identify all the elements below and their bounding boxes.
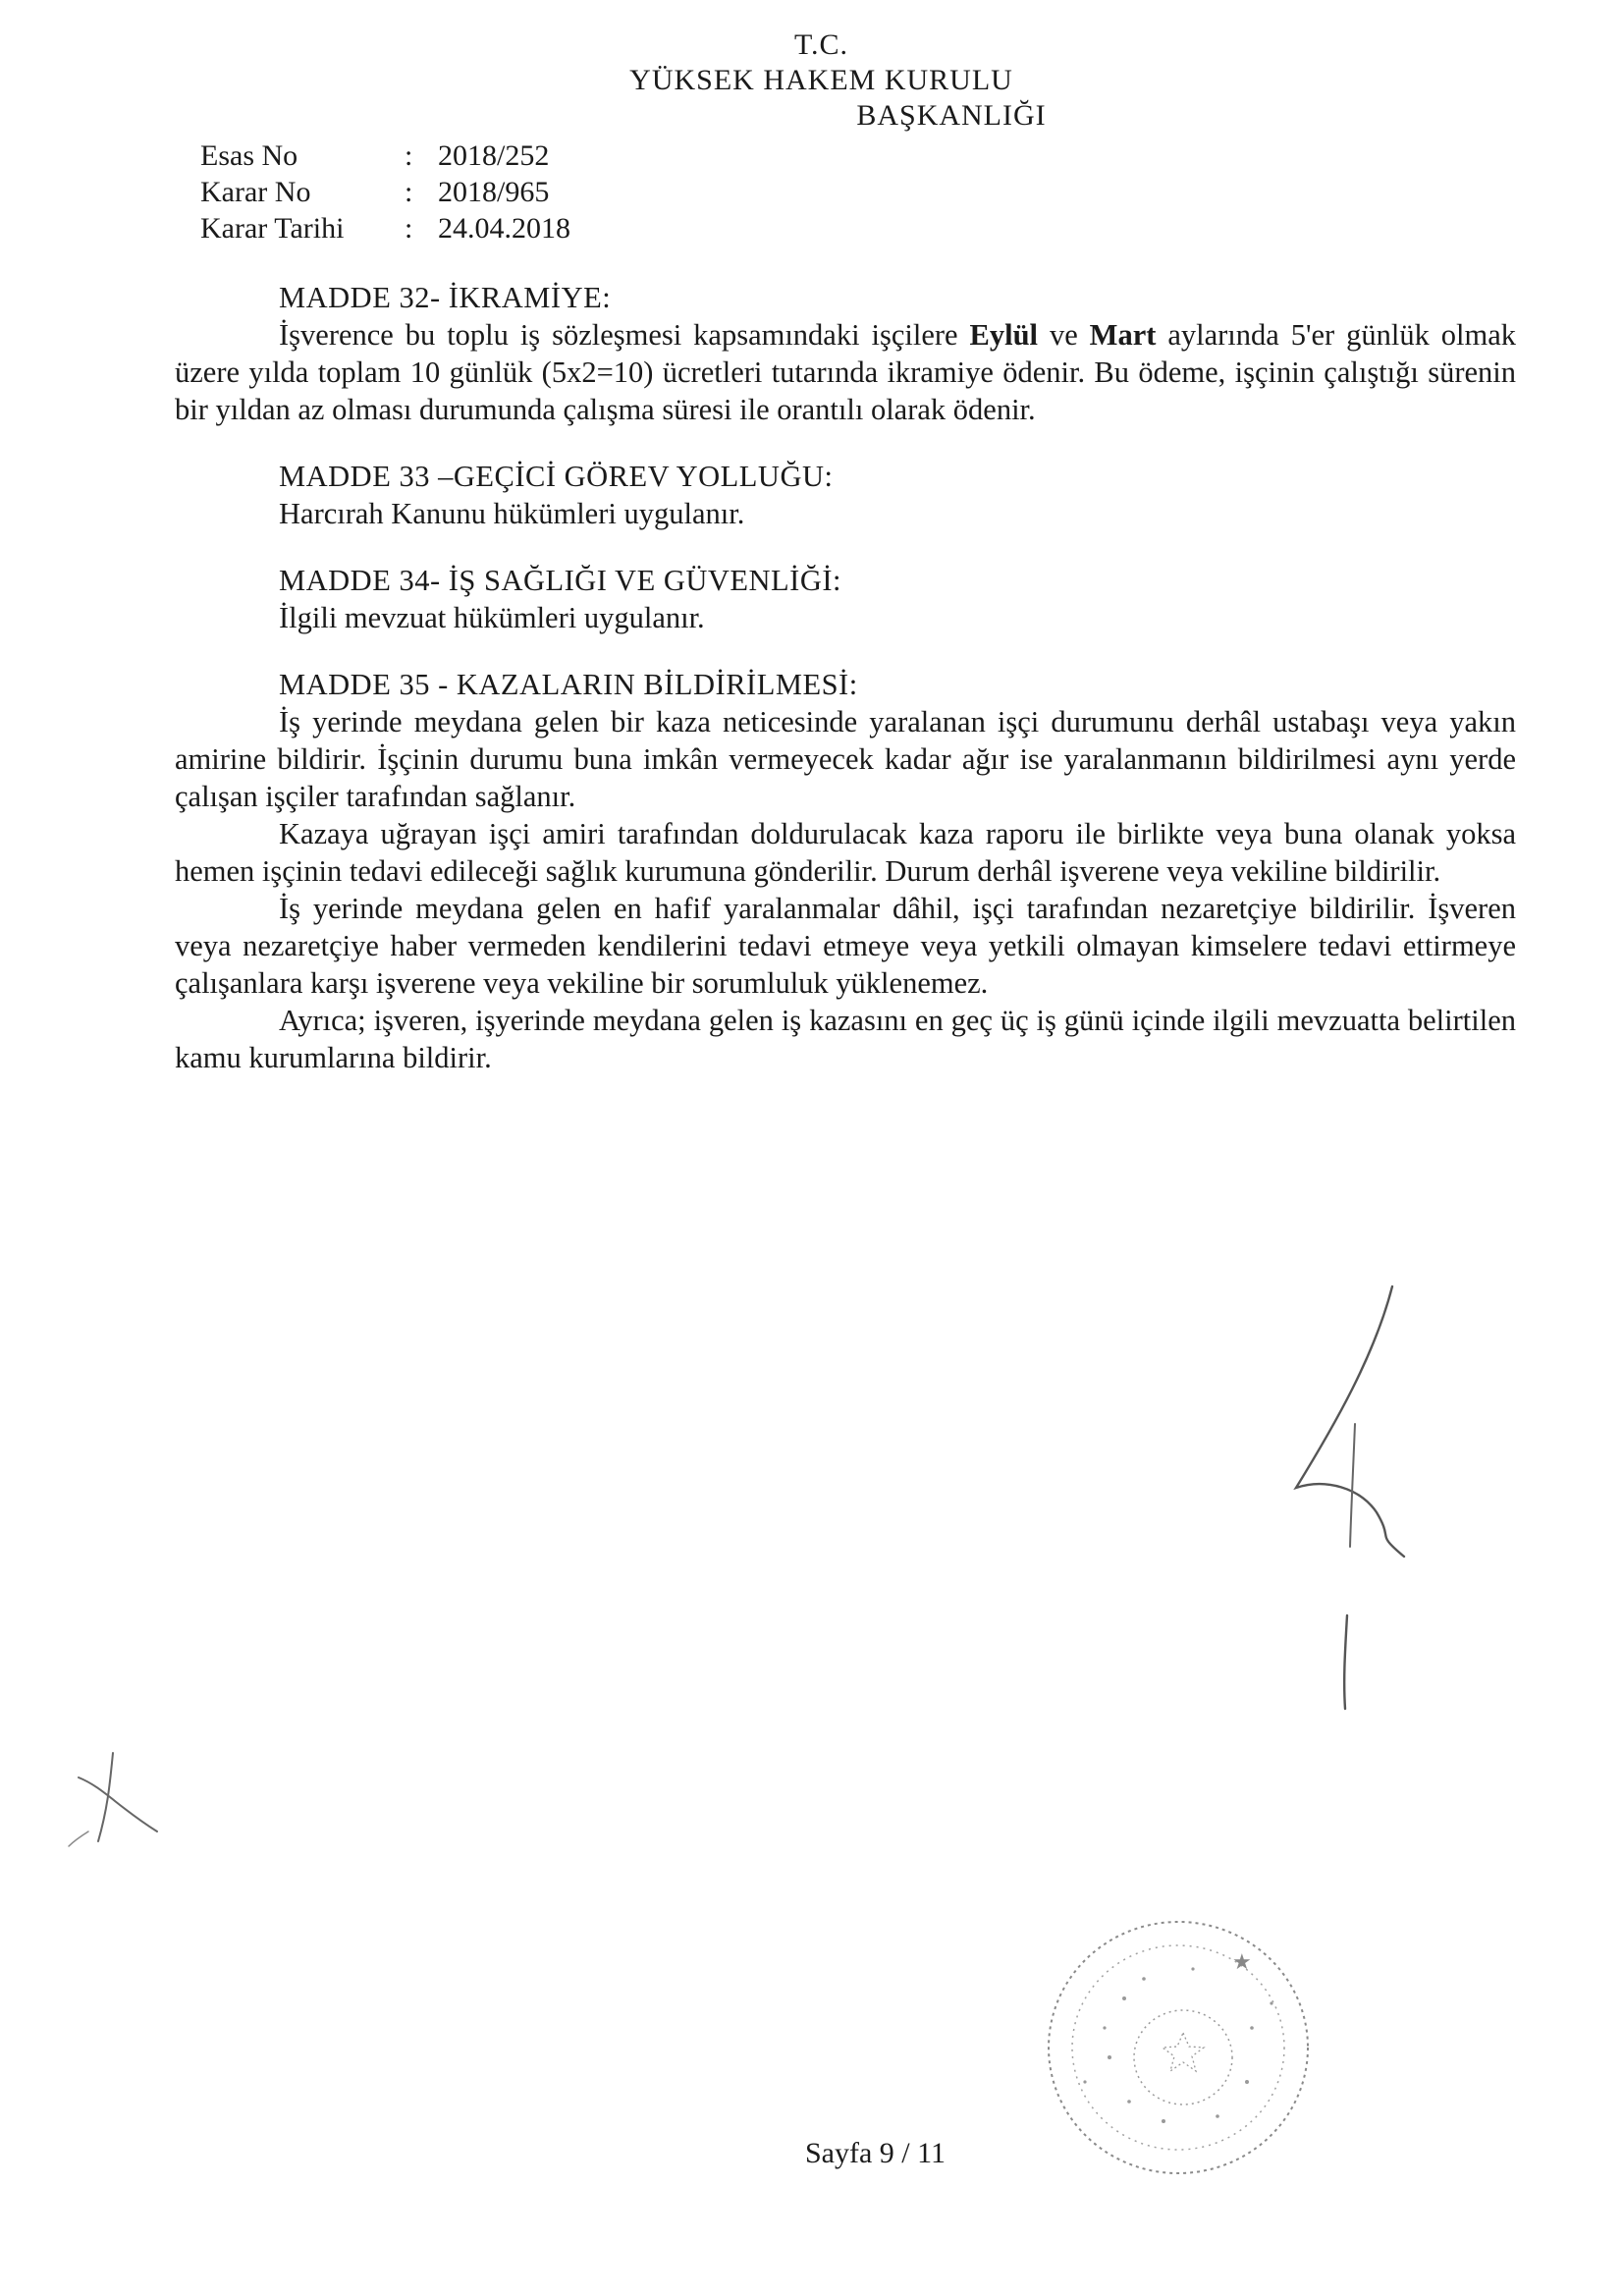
- meta-label: Karar Tarihi: [200, 212, 345, 245]
- svg-text:★: ★: [1232, 1950, 1252, 1975]
- paragraph: [175, 316, 1516, 428]
- paragraph: İlgili mevzuat hükümleri uygulanır.: [279, 601, 705, 634]
- section-title: MADDE 32- İKRAMİYE:: [279, 281, 612, 314]
- document-header: [0, 27, 1623, 134]
- paragraph: İş yerinde meydana gelen en hafif yaralanmalar dâhil, işçi tarafından nezaretçiye bildirilir. İşveren veya nezaretçiye haber vermeden kendilerini tedavi etmeye veya yetkili olmayan kimselere tedavi ettirmeye çalışanlara karşı işverene veya vekiline bir sorumluluk yüklenemez.: [175, 892, 1516, 1000]
- paragraph: Kazaya uğrayan işçi amiri tarafından doldurulacak kaza raporu ile birlikte veya buna olanak yoksa hemen işçinin tedavi edileceği sağlık kurumuna gönderilir. Durum derhâl işverene veya vekiline bildirilir.: [175, 817, 1516, 888]
- text-run: İşverence bu toplu iş sözleşmesi kapsamındaki işçilere: [279, 318, 970, 352]
- section-madde-33: [175, 458, 1516, 532]
- meta-value: 2018/252: [438, 139, 550, 172]
- meta-separator: :: [405, 139, 413, 172]
- meta-value: 24.04.2018: [438, 212, 570, 245]
- header-tc: T.C.: [793, 28, 849, 61]
- meta-label: Esas No: [200, 139, 298, 172]
- meta-row-karar: [200, 174, 570, 210]
- section-title: MADDE 35 - KAZALARIN BİLDİRİLMESİ:: [279, 668, 858, 701]
- meta-separator: :: [405, 176, 413, 208]
- header-department: BAŞKANLIĞI: [856, 99, 1047, 132]
- meta-separator: :: [405, 212, 413, 245]
- text-run: aylarında 5'er günlük olmak üzere yılda toplam 10 günlük (5x2=10) ücretleri tutarında ikramiye ödenir. Bu ödeme, işçinin çalıştığı sürenin bir yıldan az olması durumunda çalışma süresi ile orantılı olarak ödenir.: [175, 318, 1516, 426]
- meta-row-esas: [200, 137, 570, 174]
- meta-row-karar-tarihi: [200, 210, 570, 246]
- section-madde-32: [175, 279, 1516, 428]
- meta-value: 2018/965: [438, 176, 550, 208]
- case-meta: [200, 137, 570, 246]
- paragraph: Ayrıca; işveren, işyerinde meydana gelen iş kazasını en geç üç iş günü içinde ilgili mevzuatta belirtilen kamu kurumlarına bildirir.: [175, 1004, 1516, 1074]
- official-seal-icon: [1036, 1910, 1321, 2185]
- section-title: MADDE 33 –GEÇİCİ GÖREV YOLLUĞU:: [279, 460, 834, 493]
- text-run: ve: [1038, 318, 1090, 352]
- header-organization: YÜKSEK HAKEM KURULU: [629, 64, 1013, 96]
- handwritten-initial-icon: [59, 1748, 177, 1856]
- meta-label: Karar No: [200, 176, 311, 208]
- handwritten-number-icon: [1267, 1277, 1443, 1728]
- text-bold: Mart: [1089, 318, 1157, 352]
- page-number: Sayfa 9 / 11: [805, 2137, 947, 2169]
- paragraph: Harcırah Kanunu hükümleri uygulanır.: [279, 497, 745, 530]
- section-title: MADDE 34- İŞ SAĞLIĞI VE GÜVENLİĞİ:: [279, 564, 841, 597]
- section-madde-34: [175, 562, 1516, 636]
- paragraph: İş yerinde meydana gelen bir kaza neticesinde yaralanan işçi durumunu derhâl ustabaşı veya yakın amirine bildirir. İşçinin durumu buna imkân vermeyecek kadar ağır ise yaralanmanın bildirilmesi aynı yerde çalışan işçiler tarafından sağlanır.: [175, 705, 1516, 813]
- section-madde-35: [175, 666, 1516, 1076]
- document-body: [175, 279, 1516, 1106]
- text-bold: Eylül: [969, 318, 1039, 352]
